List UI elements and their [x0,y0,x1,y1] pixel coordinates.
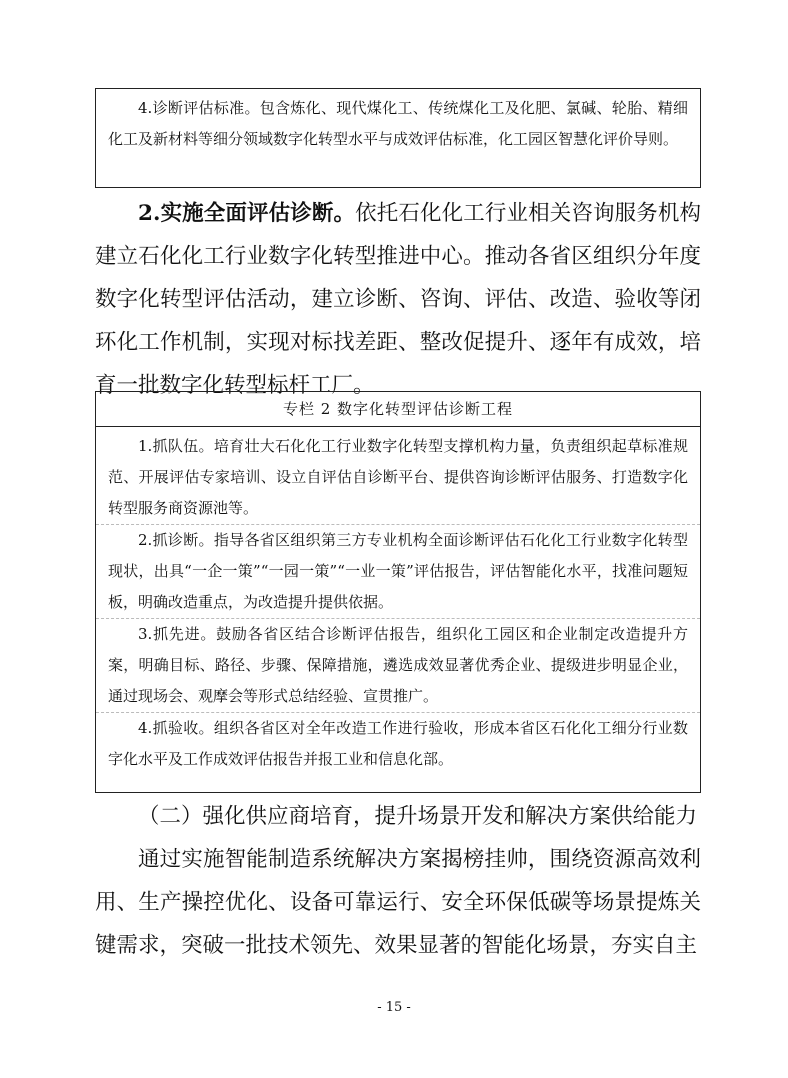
box-title: 专栏 2 数字化转型评估诊断工程 [96,392,700,427]
diagnosis-standard-item: 4.诊断评估标准。包含炼化、现代煤化工、传统煤化工及化肥、氯碱、轮胎、精细化工及新材料等细分领域数字化转型水平与成效评估标准，化工园区智慧化评价导则。 [108,99,688,148]
item-text: 1.抓队伍。培育壮大石化化工行业数字化转型支撑机构力量，负责组织起草标准规范、开展评估专家培训、设立自评估自诊断平台、提供咨询诊断评估服务、打造数字化转型服务商资源池等。 [108,437,688,517]
list-item [96,431,700,525]
box-continuation [95,88,701,188]
column-box-assessment-project [95,391,701,793]
list-item [96,525,700,619]
body-paragraph-implement-assessment [95,192,701,407]
item-text: 2.抓诊断。指导各省区组织第三方专业机构全面诊断评估石化化工行业数字化转型现状，出具“一企一策”“一园一策”“一业一策”评估报告，评估智能化水平，找准问题短板，明确改造重点，为改造提升提供依据。 [108,531,688,611]
item-text: 3.抓先进。鼓励各省区结合诊断评估报告，组织化工园区和企业制定改造提升方案，明确目标、路径、步骤、保障措施，遴选成效显著优秀企业、提级进步明显企业，通过现场会、观摩会等形式总结经验、宣贯推广。 [108,625,688,705]
list-item [96,713,700,775]
paragraph-lead: 2.实施全面评估诊断。 [138,201,356,226]
page-number: - 15 - [377,1000,411,1015]
list-item [96,619,700,713]
section-heading: （二）强化供应商培育，提升场景开发和解决方案供给能力 [138,804,698,829]
item-text: 4.抓验收。组织各省区对全年改造工作进行验收，形成本省区石化化工细分行业数字化水平及工作成效评估报告并报工业和信息化部。 [108,719,688,768]
body-paragraph-solutions: 通过实施智能制造系统解决方案揭榜挂帅，围绕资源高效利用、生产操控优化、设备可靠运行、安全环保低碳等场景提炼关键需求，突破一批技术领先、效果显著的智能化场景，夯实自主 [95,847,701,958]
box-body [96,427,700,775]
paragraph-body: 依托石化化工行业相关咨询服务机构建立石化化工行业数字化转型推进中心。推动各省区组织分年度数字化转型评估活动，建立诊断、咨询、评估、改造、验收等闭环化工作机制，实现对标找差距、整改促提升、逐年有成效，培育一批数字化转型标杆工厂。 [95,201,701,398]
